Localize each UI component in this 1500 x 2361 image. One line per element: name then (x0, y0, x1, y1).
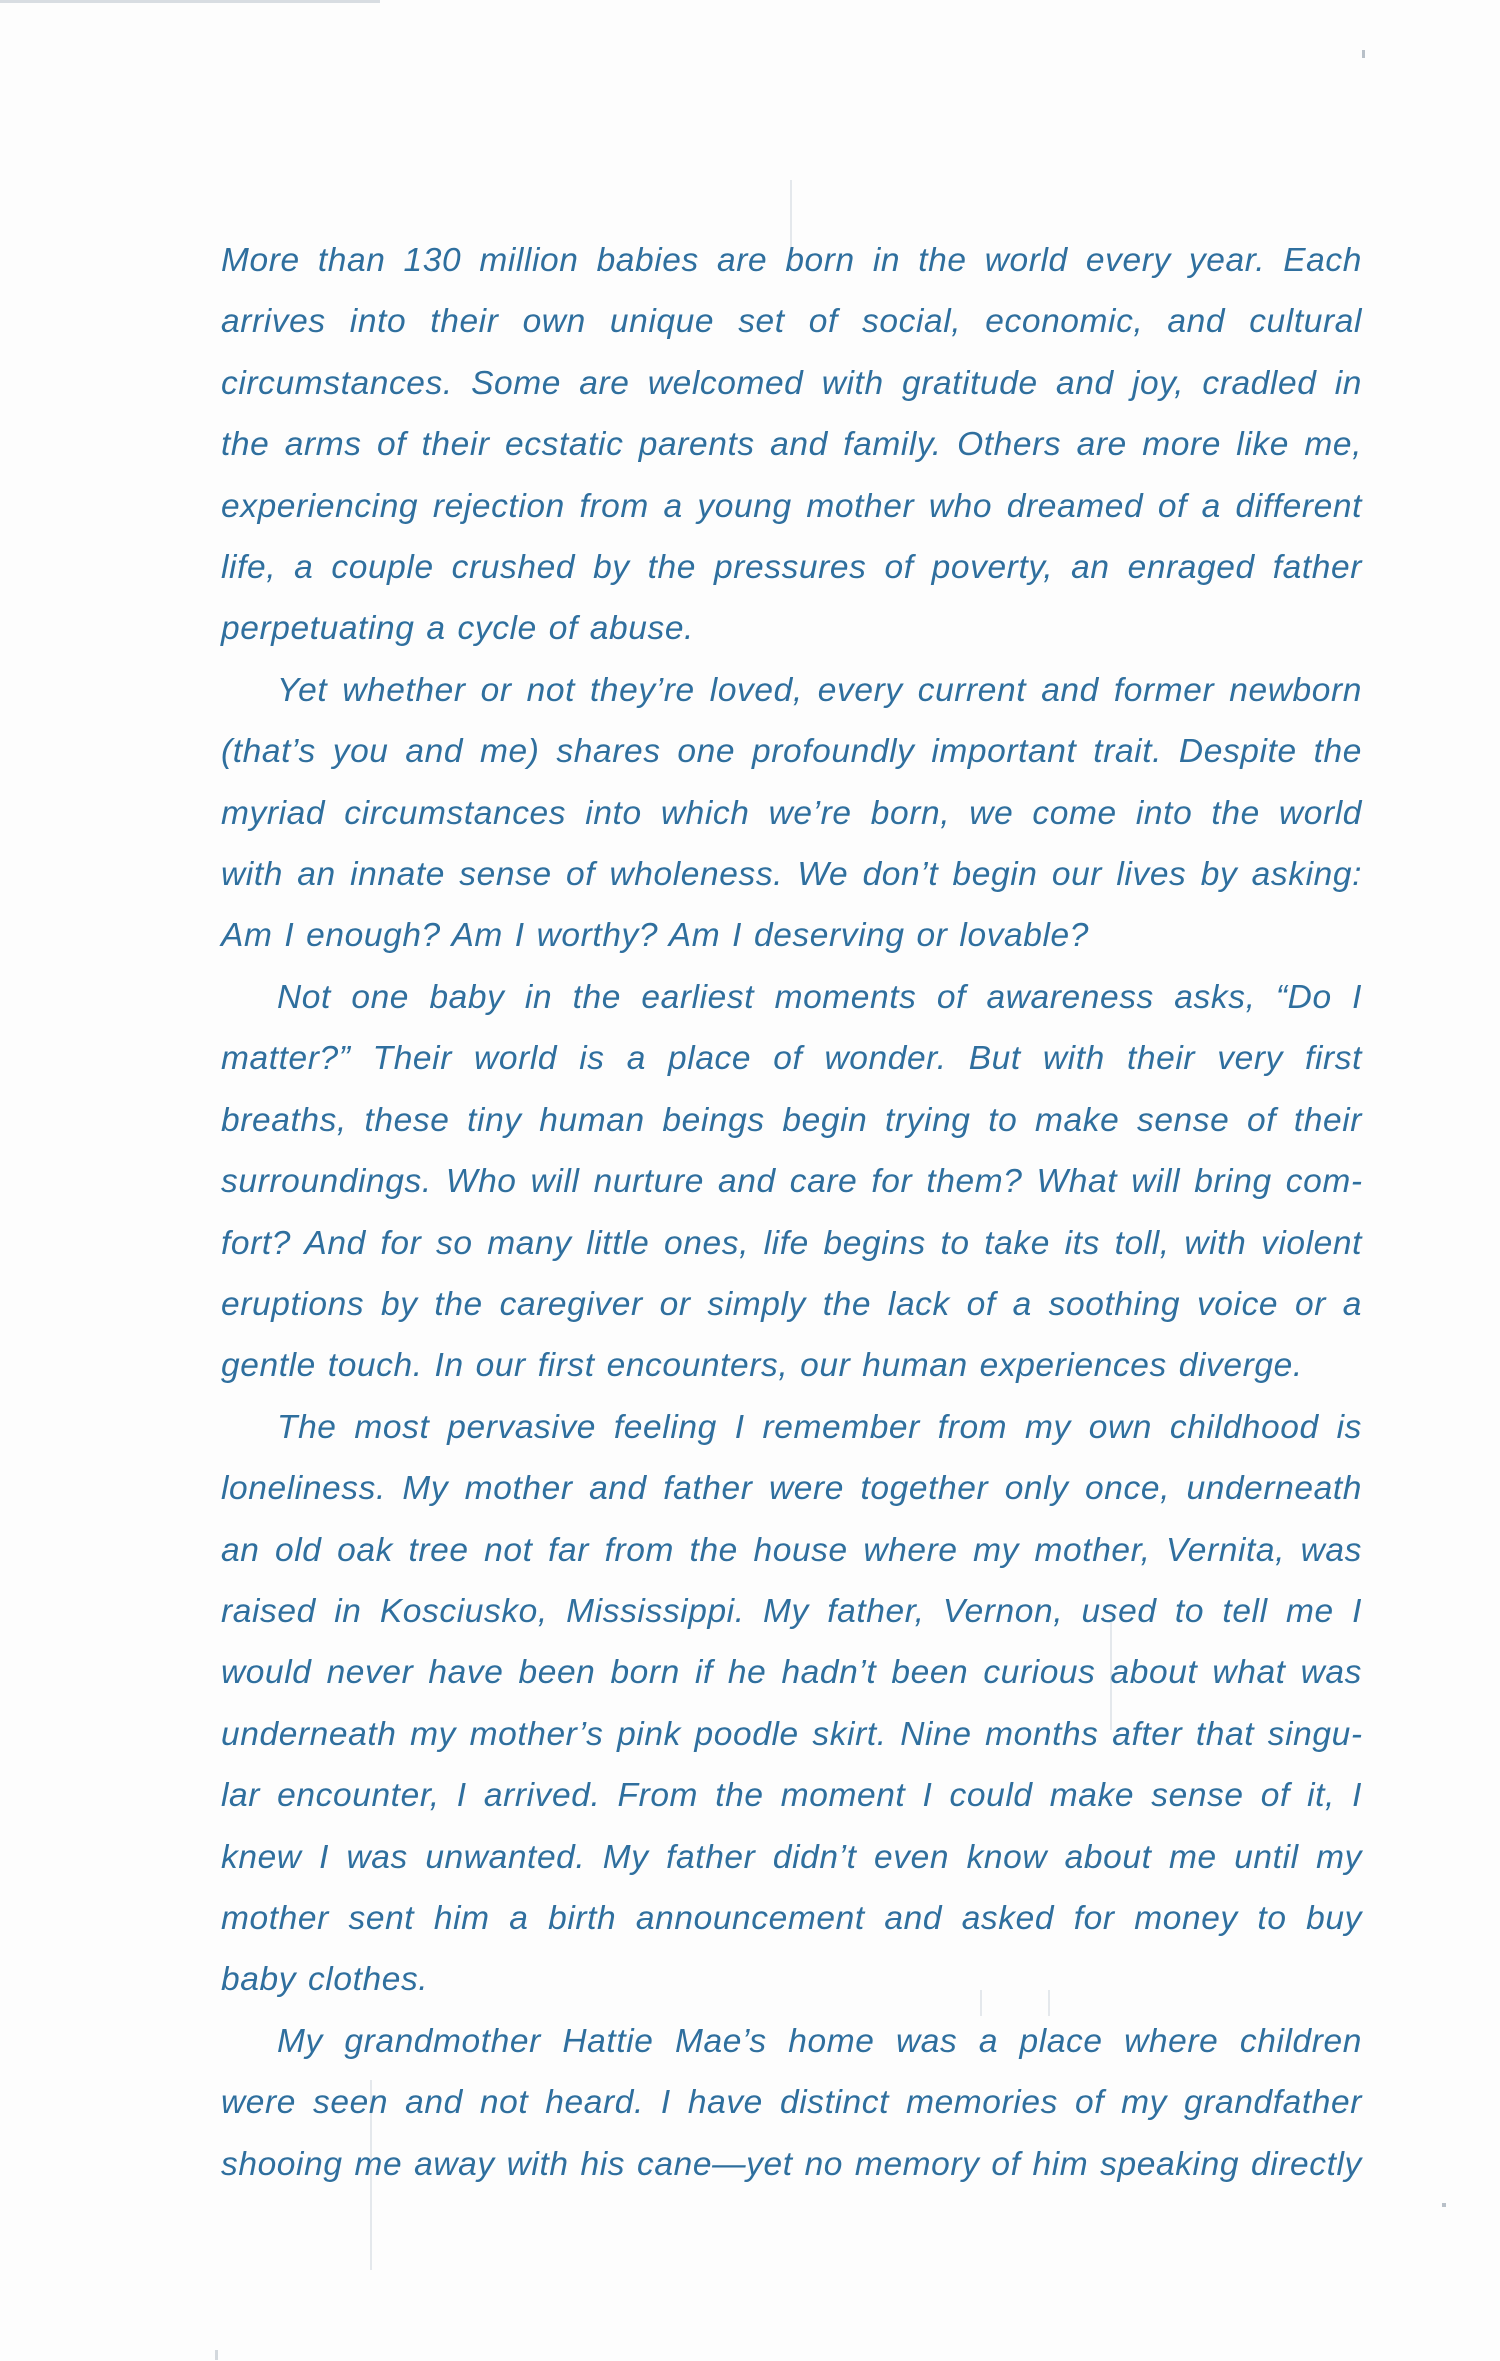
scan-artifact-dot (1442, 2203, 1446, 2207)
paragraph-4: The most pervasive feeling I remember from my own childhood is loneliness. My mother and father were together only once, underneath an old oak tree not far from the house where my mother, Vernita, was raised in Kosciusko, Mississippi. My father, Vernon, used to tell me I would never have been born if he hadn’t been curious about what was underneath my mother’s pink poodle skirt. Nine months after that singular encounter, I arrived. From the moment I could make sense of it, I knew I was unwanted. My father didn’t even know about me until my mother sent him a birth announcement and asked for money to buy baby clothes. (221, 1408, 1362, 1999)
scan-artifact-dot (215, 2350, 218, 2360)
paragraph-3: Not one baby in the earliest moments of awareness asks, “Do I matter?” Their world is a place of wonder. But with their very first breaths, these tiny human beings begin trying to make sense of their surroundings. Who will nurture and care for them? What will bring comfort? And for so many little ones, life begins to take its toll, with violent eruptions by the caregiver or simply the lack of a soothing voice or a gentle touch. In our first encounters, our human experiences diverge. (221, 978, 1362, 1385)
paragraph-5: My grandmother Hattie Mae’s home was a place where children were seen and not heard. I have distinct memories of my grandfather shooing me away with his cane—yet no memory of him speaking directly (221, 2022, 1362, 2183)
body-text (221, 230, 1362, 2195)
paragraph-2: Yet whether or not they’re loved, every current and former newborn (that’s you and me) shares one profoundly important trait. Despite the myriad circumstances into which we’re born, we come into the world with an innate sense of wholeness. We don’t begin our lives by asking: Am I enough? Am I worthy? Am I deserving or lovable? (221, 671, 1362, 955)
paragraph-1: More than 130 million babies are born in the world every year. Each arrives into their own unique set of social, economic, and cultural circumstances. Some are welcomed with gratitude and joy, cradled in the arms of their ecstatic parents and family. Others are more like me, experiencing rejection from a young mother who dreamed of a different life, a couple crushed by the pressures of poverty, an enraged father perpetuating a cycle of abuse. (221, 242, 1362, 648)
scan-edge-mark (0, 0, 380, 3)
scan-artifact-dot (1362, 50, 1365, 58)
